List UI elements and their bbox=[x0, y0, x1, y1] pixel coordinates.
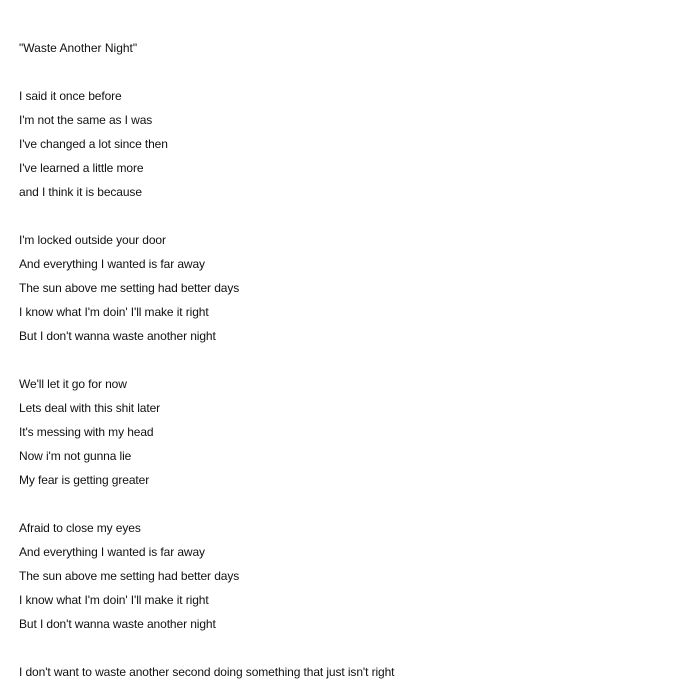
stanza-2 bbox=[19, 232, 700, 352]
lyric-line: The sun above me setting had better days bbox=[19, 281, 240, 295]
stanza-5 bbox=[19, 664, 700, 688]
lyric-line: Now i'm not gunna lie bbox=[19, 449, 132, 463]
lyric-line: The sun above me setting had better days bbox=[19, 569, 240, 583]
lyric-line: I know what I'm doin' I'll make it right bbox=[19, 305, 209, 319]
lyric-line: It's messing with my head bbox=[19, 425, 154, 439]
stanza-1 bbox=[19, 88, 700, 208]
song-title: "Waste Another Night" bbox=[19, 41, 138, 55]
lyric-line: I've learned a little more bbox=[19, 161, 144, 175]
lyric-line: But I don't wanna waste another night bbox=[19, 617, 216, 631]
lyric-line: Lets deal with this shit later bbox=[19, 401, 161, 415]
lyric-line: I'm locked outside your door bbox=[19, 233, 166, 247]
lyric-line: We'll let it go for now bbox=[19, 377, 127, 391]
lyric-line: I've changed a lot since then bbox=[19, 137, 168, 151]
stanza-4 bbox=[19, 520, 700, 640]
lyric-line: I know what I'm doin' I'll make it right bbox=[19, 593, 209, 607]
lyric-line: I'm not the same as I was bbox=[19, 113, 153, 127]
lyric-line: And everything I wanted is far away bbox=[19, 545, 205, 559]
lyric-line: I don't want to waste another second doing something that just isn't right bbox=[19, 665, 395, 679]
lyric-line: My fear is getting greater bbox=[19, 473, 150, 487]
lyric-line: I said it once before bbox=[19, 89, 122, 103]
lyric-line: But I don't wanna waste another night bbox=[19, 329, 216, 343]
lyric-line: And everything I wanted is far away bbox=[19, 257, 205, 271]
lyric-line: Afraid to close my eyes bbox=[19, 521, 141, 535]
lyric-line: and I think it is because bbox=[19, 185, 142, 199]
lyrics-document bbox=[19, 40, 700, 688]
stanza-3 bbox=[19, 376, 700, 496]
